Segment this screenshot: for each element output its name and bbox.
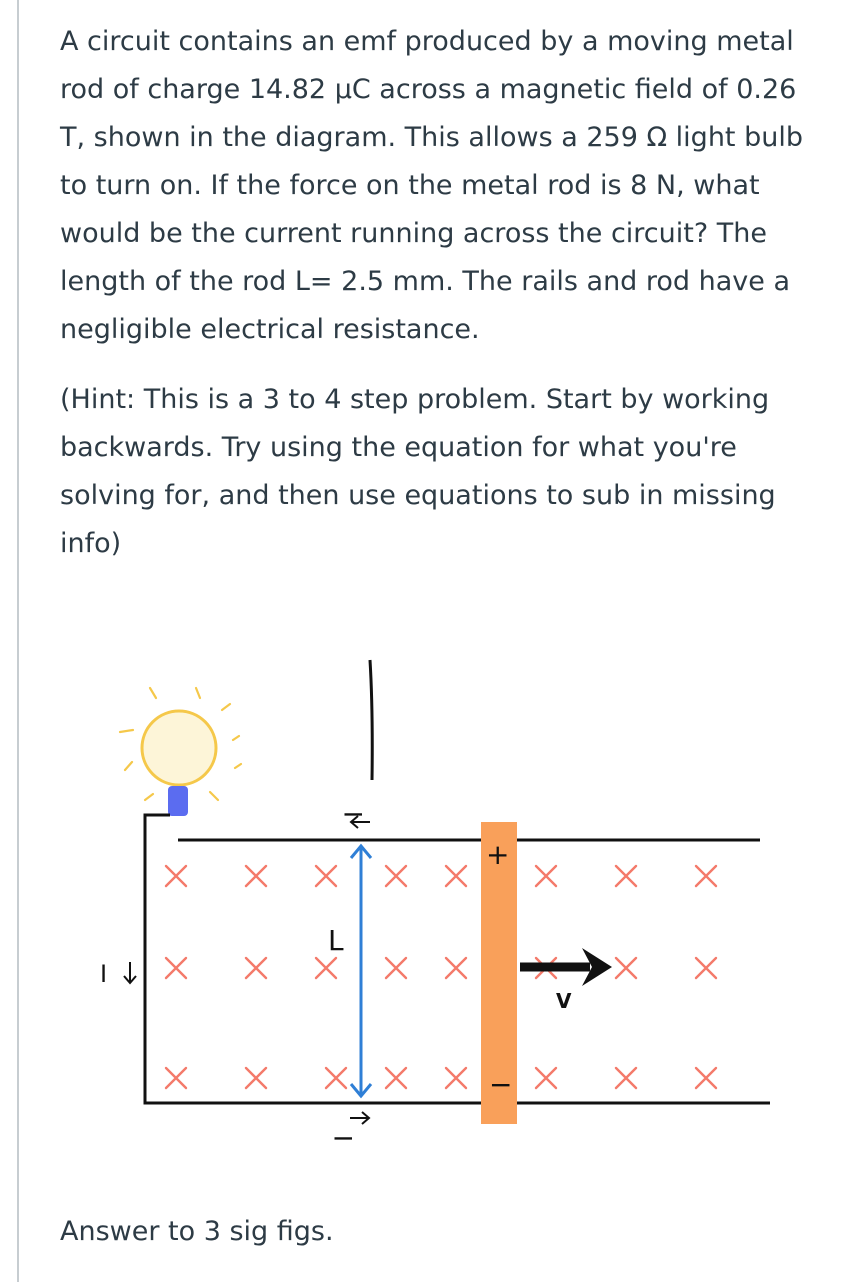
pointer-line (370, 660, 372, 780)
current-label-top: I (340, 810, 368, 818)
field-cross-icon (246, 958, 266, 978)
light-bulb (142, 711, 216, 785)
field-cross-icon (616, 1068, 636, 1088)
bulb-base (168, 786, 188, 816)
field-cross-icon (446, 866, 466, 886)
circuit-wires (145, 815, 770, 1103)
field-cross-icon (316, 866, 336, 886)
answer-prompt: Answer to 3 sig figs. (60, 1216, 334, 1247)
length-dimension-line (351, 846, 371, 1096)
velocity-arrow-icon (520, 948, 612, 986)
field-cross-icon (386, 1068, 406, 1088)
current-label-bottom: I (330, 1134, 358, 1142)
field-cross-icon (696, 958, 716, 978)
field-cross-icon (386, 866, 406, 886)
field-cross-icon (616, 866, 636, 886)
field-cross-icon (446, 958, 466, 978)
field-cross-icon (316, 958, 336, 978)
field-cross-icon (616, 958, 636, 978)
field-cross-icon (536, 1068, 556, 1088)
plus-sign: + (486, 838, 510, 871)
circuit-diagram (0, 640, 845, 1160)
field-cross-icon (446, 1068, 466, 1088)
current-arrow-bottom-icon (350, 1112, 369, 1124)
field-cross-icon (246, 866, 266, 886)
length-label: L (328, 924, 344, 957)
current-arrow-down-icon (124, 962, 136, 983)
question-text: A circuit contains an emf produced by a moving metal rod of charge 14.82 μC across a magnetic field of 0.26 T, shown in the diagram. This allows a 259 Ω light bulb to turn on. If the force on the metal rod is 8 N, what would be the current running across the circuit? The length of the rod L= 2.5 mm. The rails and rod have a negligible electrical resistance. (60, 26, 803, 345)
velocity-label: V (556, 989, 572, 1013)
field-cross-icon (696, 1068, 716, 1088)
current-label-left: I (100, 960, 108, 988)
hint-text: (Hint: This is a 3 to 4 step problem. Start by working backwards. Try using the equation for what you're solving for, and then use equations to sub in missing info) (60, 384, 776, 559)
field-cross-icon (326, 1068, 346, 1088)
field-cross-icon (536, 866, 556, 886)
field-cross-icon (166, 866, 186, 886)
field-cross-icon (696, 866, 716, 886)
minus-sign: − (489, 1068, 513, 1101)
field-cross-icon (386, 958, 406, 978)
field-cross-icon (166, 1068, 186, 1088)
field-cross-icon (246, 1068, 266, 1088)
field-cross-icon (166, 958, 186, 978)
magnetic-field-marks (166, 866, 716, 1088)
